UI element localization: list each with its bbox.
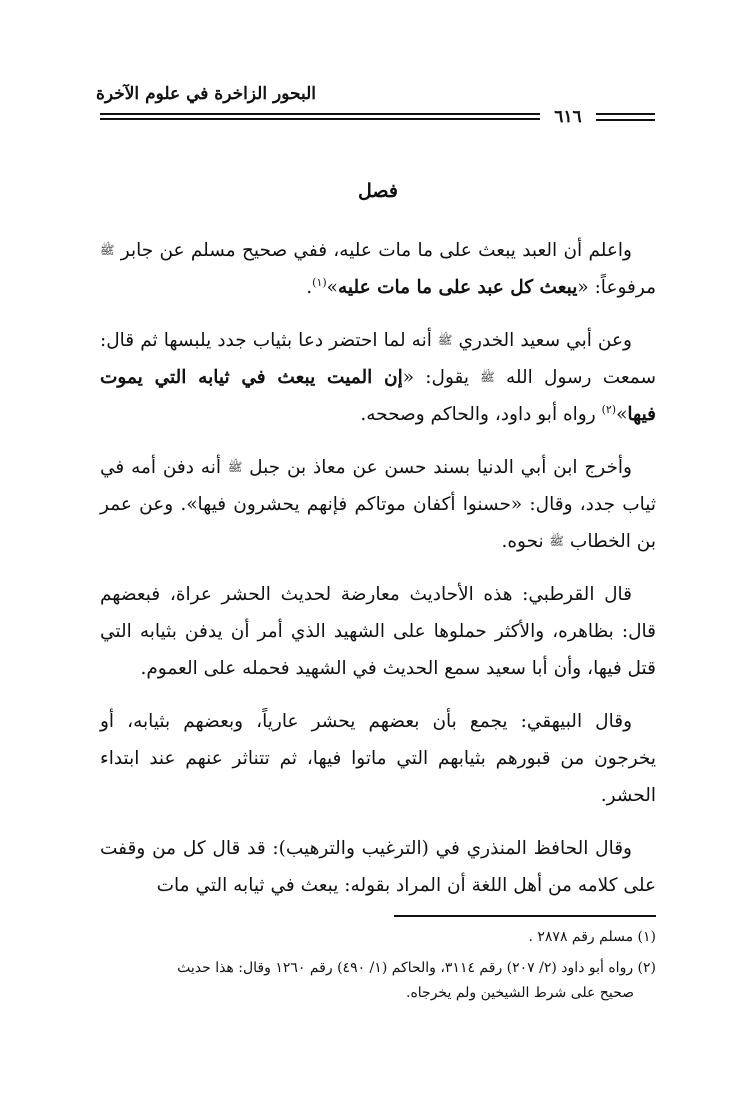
paragraph-3 xyxy=(100,449,656,560)
honorific-glyph: ﷺ xyxy=(437,333,453,347)
text-run: وعن أبي سعيد الخدري xyxy=(452,330,632,351)
footnote-1: (١) مسلم رقم ٢٨٧٨ . xyxy=(528,929,656,945)
text-run: مرفوعاً: « xyxy=(577,277,656,298)
text-run: أنه لما احتضر دعا بثياب جدد يلبسها ثم قال: سمعت رسول الله xyxy=(100,330,656,388)
text-run: نحوه. xyxy=(501,531,550,552)
text-run: » xyxy=(616,404,628,425)
paragraph-1 xyxy=(100,232,656,306)
text-run: واعلم أن العبد يبعث على ما مات عليه، ففي صحيح مسلم عن جابر xyxy=(120,240,632,261)
text-run: » xyxy=(326,277,338,298)
footnote-ref-1: (١) xyxy=(312,275,327,289)
paragraph-5: وقال البيهقي: يجمع بأن بعضهم يحشر عارياً، وبعضهم بثيابه، أو يخرجون من قبورهم بثيابهم التي ماتوا فيها، ثم تتناثر عنهم عند ابتداء الحشر. xyxy=(100,711,656,806)
header-rule-right-bottom xyxy=(596,119,655,121)
header-rule-right-top xyxy=(596,113,655,115)
page-number: ٦١٦ xyxy=(540,100,596,134)
text-run: وأخرج ابن أبي الدنيا بسند حسن عن معاذ بن جبل xyxy=(242,457,632,478)
header-rule-bottom xyxy=(100,118,540,120)
footnote-ref-2: (٢) xyxy=(601,402,617,416)
honorific-glyph: ﷺ xyxy=(227,460,243,474)
footnotes xyxy=(100,925,656,1012)
paragraph-4: قال القرطبي: هذه الأحاديث معارضة لحديث الحشر عراة، فبعضهم قال: بظاهره، والأكثر حملوها على الشهيد الذي أمر أن يدفن بثيابه التي قتل فيها، وأن أبا سعيد سمع الحديث في الشهيد فحمله على العموم. xyxy=(100,584,656,679)
paragraph-2 xyxy=(100,322,656,433)
footnote-separator xyxy=(394,915,656,917)
footnote-2 xyxy=(100,956,656,1006)
honorific-glyph: ﷺ xyxy=(100,243,115,257)
honorific-glyph: ﷺ xyxy=(480,370,495,384)
paragraph-6: وقال الحافظ المنذري في (الترغيب والترهيب): قد قال كل من وقفت على كلامه من أهل اللغة أن المراد بقوله: يبعث في ثيابه التي مات xyxy=(100,838,656,896)
text-run: أنه دفن أمه في ثياب جدد، وقال: «حسنوا أكفان موتاكم فإنهم يحشرون فيها». وعن عمر بن الخطاب xyxy=(100,457,656,552)
text-run: يقول: « xyxy=(402,367,481,388)
running-header-title: البحور الزاخرة في علوم الآخرة xyxy=(95,84,316,104)
honorific-glyph: ﷺ xyxy=(549,534,565,548)
hadith-quote: يبعث كل عبد على ما مات عليه xyxy=(338,277,578,298)
hadith-quote: إن الميت يبعث في ثيابه التي يموت فيها xyxy=(100,367,656,425)
text-run: رواه أبو داود، والحاكم وصححه. xyxy=(360,404,602,425)
footnote-2-line-2: صحيح على شرط الشيخين ولم يخرجاه. xyxy=(406,985,634,1001)
footnote-2-line-1: (٢) رواه أبو داود (٢/ ٢٠٧) رقم ٣١١٤، والحاكم (١/ ٤٩٠) رقم ١٢٦٠ وقال: هذا حديث xyxy=(177,960,656,976)
text-run: . xyxy=(306,277,313,298)
body-text xyxy=(100,232,656,920)
header-rule-top xyxy=(100,113,540,115)
section-heading: فصل xyxy=(358,180,398,202)
